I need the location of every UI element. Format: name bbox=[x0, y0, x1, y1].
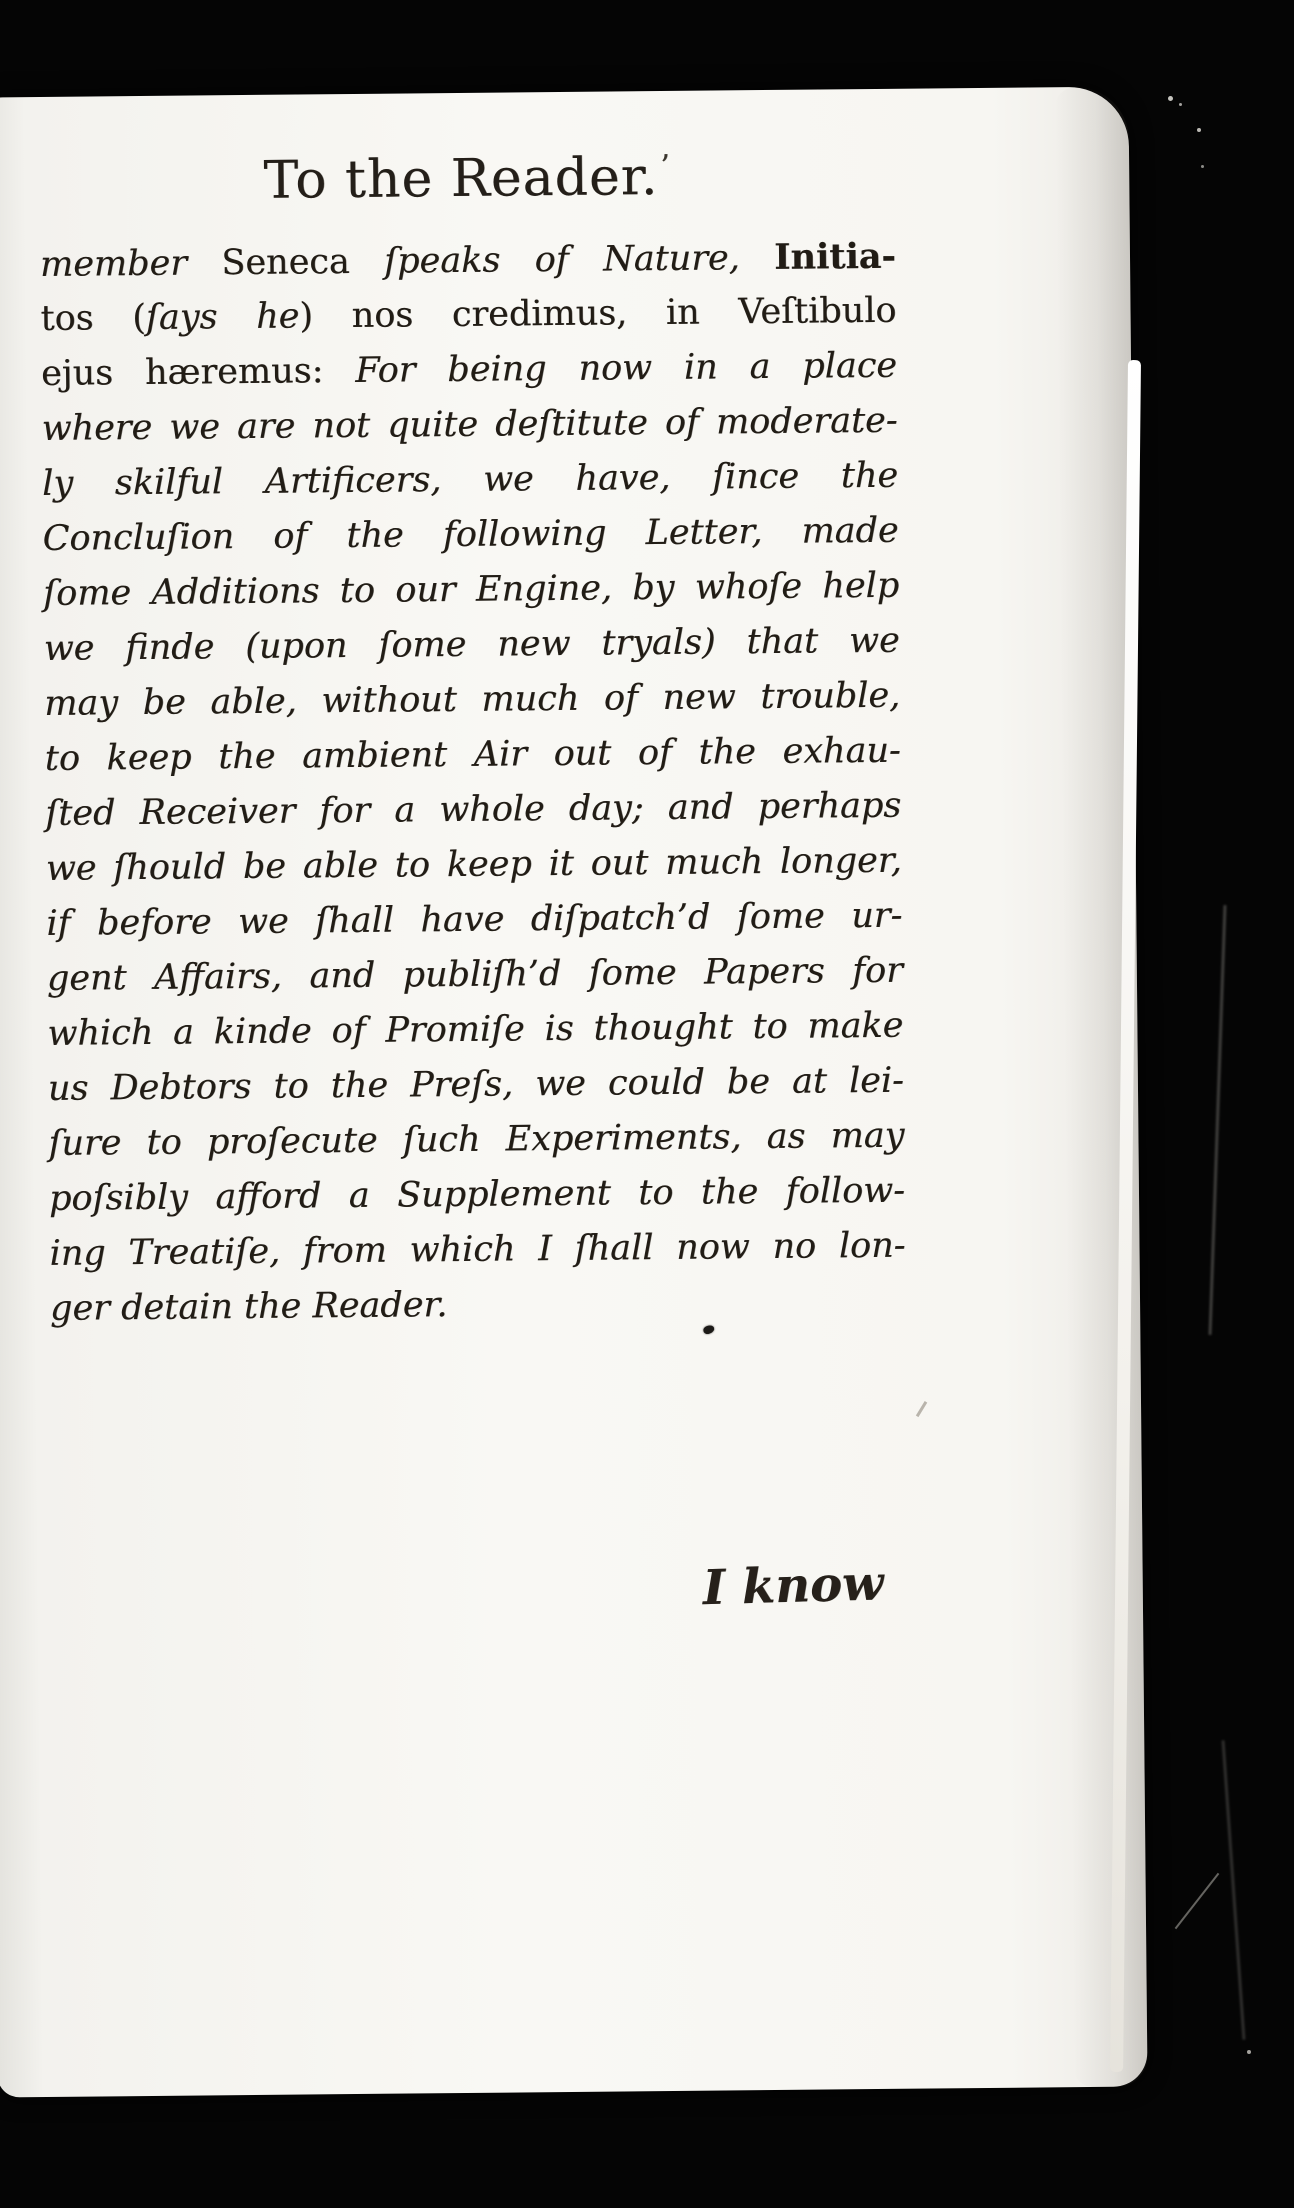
text-segment: to keep the ambient Air out of the exhau- bbox=[44, 730, 901, 779]
scratch-mark bbox=[916, 1401, 927, 1417]
text-line bbox=[41, 394, 897, 457]
text-segment: which a kinde of Promiſe is thought to make bbox=[47, 1005, 904, 1054]
text-segment: ing Treatiſe, from which I ſhall now no lon- bbox=[49, 1225, 906, 1274]
text-line bbox=[41, 339, 897, 402]
text-segment: Concluſion of the following Letter, made bbox=[42, 510, 899, 559]
text-line bbox=[47, 999, 903, 1062]
text-segment: ſpeaks of Nature, bbox=[384, 237, 775, 282]
text-line bbox=[40, 284, 896, 347]
text-line bbox=[48, 1054, 904, 1117]
text-line bbox=[49, 1219, 905, 1282]
text-line bbox=[49, 1164, 905, 1227]
text-segment: For being now in a place bbox=[355, 345, 898, 391]
text-segment: ſome Additions to our Engine, by whoſe help bbox=[43, 565, 900, 614]
text-line bbox=[43, 559, 899, 622]
dust-speck bbox=[1179, 103, 1182, 106]
text-segment: gent Affairs, and publiſh’d ſome Papers for bbox=[46, 950, 904, 999]
text-segment: we ſhould be able to keep it out much longer, bbox=[45, 840, 902, 889]
text-segment: tos ( bbox=[40, 297, 147, 339]
text-segment: ejus hæremus: bbox=[40, 350, 356, 394]
text-line bbox=[42, 504, 898, 567]
page-body bbox=[40, 229, 907, 1337]
text-segment: ly skilful Artificers, we have, ſince the bbox=[41, 455, 899, 504]
book-page bbox=[0, 87, 1148, 2098]
page-heading-text: To the Reader. bbox=[263, 147, 659, 211]
text-line bbox=[44, 669, 900, 732]
text-line bbox=[50, 1274, 906, 1337]
text-line bbox=[42, 449, 898, 512]
text-segment: ger detain the Reader. bbox=[49, 1285, 448, 1329]
dust-speck bbox=[1168, 96, 1173, 101]
heading-flourish-mark: ’ bbox=[660, 148, 671, 185]
text-line bbox=[43, 614, 899, 677]
dust-speck bbox=[1247, 2050, 1251, 2054]
dust-speck bbox=[1197, 128, 1201, 132]
text-segment: us Debtors to the Preſs, we could be at lei- bbox=[47, 1060, 905, 1109]
catchword: I know bbox=[702, 1555, 885, 1617]
text-segment: ſure to proſecute ſuch Experiments, as may bbox=[48, 1115, 905, 1164]
text-segment: Seneca bbox=[221, 241, 385, 284]
text-line bbox=[47, 944, 903, 1007]
text-segment: where we are not quite deſtitute of moderate- bbox=[41, 400, 898, 449]
text-line bbox=[40, 229, 896, 292]
text-segment: Initia- bbox=[773, 235, 897, 278]
text-segment: member bbox=[39, 243, 222, 285]
text-line bbox=[46, 889, 902, 952]
page-heading bbox=[0, 144, 955, 213]
text-line bbox=[45, 724, 901, 787]
text-segment: may be able, without much of new trouble, bbox=[44, 675, 901, 724]
text-segment: we finde (upon ſome new tryals) that we bbox=[43, 620, 900, 669]
text-line bbox=[46, 834, 902, 897]
dust-speck bbox=[1201, 165, 1204, 168]
text-segment: ſted Receiver for a whole day; and perhaps bbox=[45, 785, 902, 834]
text-segment: ſays he bbox=[145, 296, 300, 338]
text-segment: if before we ſhall have diſpatch’d ſome ur- bbox=[46, 895, 903, 944]
text-line bbox=[48, 1109, 904, 1172]
text-segment: ) nos credimus, in Veſtibulo bbox=[299, 290, 897, 337]
text-segment: poſsibly afford a Supplement to the follow- bbox=[48, 1170, 906, 1219]
text-line bbox=[45, 779, 901, 842]
